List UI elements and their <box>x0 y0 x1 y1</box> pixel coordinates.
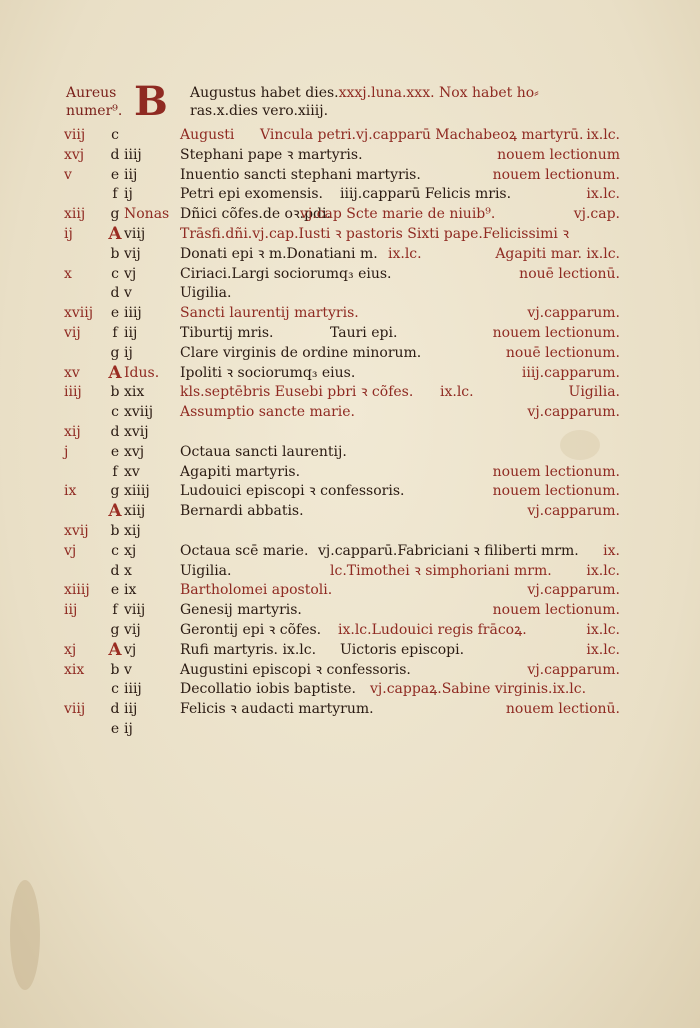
feast-text: Gerontij epi ꝛ cõfes. <box>180 622 322 638</box>
lessons-note: iiij.capparum. <box>521 364 620 381</box>
lessons-note: nouē lectionū. <box>519 265 620 282</box>
feast-text-secondary: Vincula petri.vj.capparū Machabeoꝝ martyrū. <box>260 127 584 143</box>
feast-text: Rufi martyris. ix.lc. <box>180 641 317 658</box>
golden-number: vj <box>64 542 77 559</box>
feast-text: Petri epi exomensis. <box>180 186 323 203</box>
heading-aureus: Aureus <box>66 85 117 101</box>
feast-text: Trāsfi.dñi.vj.cap.Iusti ꝛ pastoris Sixti pape.Felicissimi ꝛ <box>180 226 569 242</box>
roman-day: ij <box>124 344 133 361</box>
lessons-note: vj.capparum. <box>527 582 620 599</box>
feast-text-secondary: iiij.capparū Felicis mris. <box>340 186 512 203</box>
feast-text-secondary: lc.Timothei ꝛ simphoriani mrm. <box>330 562 552 579</box>
roman-day: xiij <box>124 503 146 520</box>
calendar-row <box>0 442 700 462</box>
dominical-letter: b <box>110 661 120 678</box>
dominical-letter: c <box>111 681 119 698</box>
roman-day: xj <box>124 542 137 559</box>
dominical-letter: e <box>110 443 120 460</box>
calendar-row <box>0 541 700 561</box>
golden-number: vij <box>64 325 81 341</box>
calendar-row <box>0 580 700 600</box>
roman-day: iij <box>124 325 138 341</box>
roman-day: iij <box>124 701 138 718</box>
roman-day: xvj <box>124 443 145 460</box>
calendar-row <box>0 679 700 699</box>
feast-text: Genesij martyris. <box>180 602 302 619</box>
calendar-row <box>0 481 700 501</box>
roman-day: vij <box>124 622 141 638</box>
lessons-note: ix.lc. <box>586 127 620 143</box>
dominical-letter: d <box>110 701 120 718</box>
golden-number: v <box>64 166 72 183</box>
lessons-note: ix. <box>603 542 620 559</box>
heading-numerus: numer⁹. <box>66 103 123 119</box>
dominical-letter: A <box>108 639 122 660</box>
roman-day: ij <box>124 186 133 203</box>
golden-number: xvij <box>64 523 89 539</box>
golden-number: xj <box>64 641 77 658</box>
calendar-row <box>0 184 700 204</box>
golden-number: xviij <box>64 305 94 322</box>
golden-number: iij <box>64 602 78 619</box>
feast-text: kls.septēbris Eusebi pbri ꝛ cõfes. <box>180 384 414 401</box>
feast-text: Octaua sancti laurentij. <box>180 443 347 460</box>
month-header <box>66 78 626 125</box>
lessons-note: nouem lectionum. <box>492 483 620 500</box>
golden-number: ix <box>64 483 77 500</box>
dominical-letter: d <box>110 424 120 440</box>
feast-text: Inuentio sancti stephani martyris. <box>180 166 421 183</box>
lessons-note: nouem lectionum <box>497 146 620 163</box>
lessons-note: nouem lectionum. <box>492 166 620 183</box>
calendar-row <box>0 521 700 541</box>
roman-day: Idus. <box>124 364 160 381</box>
calendar-row <box>0 402 700 422</box>
dominical-letter: e <box>110 721 120 737</box>
roman-day: iiij <box>124 305 142 322</box>
calendar-row <box>0 382 700 402</box>
roman-day: v <box>124 661 132 678</box>
calendar-row <box>0 323 700 343</box>
feast-text: Bernardi abbatis. <box>180 503 304 520</box>
dominical-letter: b <box>110 245 120 262</box>
dominical-letter: g <box>110 622 120 638</box>
lessons-note: nouem lectionum. <box>492 463 620 480</box>
feast-text: Dñici cõfes.de oꝛ.pdi. <box>180 206 331 223</box>
calendar-row <box>0 204 700 224</box>
feast-text: Assumptio sancte marie. <box>180 404 355 421</box>
golden-number: iiij <box>64 384 82 401</box>
lessons-note: nouem lectionū. <box>505 701 620 718</box>
golden-number: x <box>64 265 72 282</box>
lessons-note: ix.lc. <box>586 186 620 203</box>
feast-text: Uigilia. <box>180 562 232 579</box>
feast-text: Decollatio iobis baptiste. <box>180 681 356 698</box>
dominical-letter: d <box>110 146 120 163</box>
calendar-row <box>0 125 700 145</box>
feast-text: Clare virginis de ordine minorum. <box>180 344 422 361</box>
month-line-1b: xxxj.luna.xxx. <box>338 85 435 101</box>
feast-text: Uigilia. <box>180 285 232 302</box>
roman-day: ix <box>124 582 137 599</box>
roman-day: viij <box>124 226 146 242</box>
calendar-row <box>0 719 700 739</box>
lessons-note: nouem lectionum. <box>492 325 620 341</box>
roman-day: x <box>124 562 132 579</box>
calendar-row <box>0 303 700 323</box>
calendar-row <box>0 244 700 264</box>
dominical-letter: f <box>112 186 118 203</box>
dominical-letter: A <box>108 362 122 383</box>
calendar-row <box>0 600 700 620</box>
feast-text: Octaua scē marie. <box>180 542 309 559</box>
dominical-letter: g <box>110 206 120 223</box>
roman-day: xv <box>124 463 140 480</box>
dominical-letter: d <box>110 562 120 579</box>
golden-number: viij <box>64 701 86 718</box>
feast-text: Ludouici episcopi ꝛ confessoris. <box>180 483 405 500</box>
feast-text-secondary: vj.cappaꝝ.Sabine virginis.ix.lc. <box>370 681 587 698</box>
feast-text-secondary: Tauri epi. <box>330 325 398 341</box>
golden-number: xv <box>64 364 80 381</box>
calendar-row <box>0 165 700 185</box>
month-description <box>190 84 630 120</box>
feast-text: Ciriaci.Largi sociorumq₃ eius. <box>180 265 392 282</box>
calendar-row <box>0 422 700 442</box>
roman-day: xix <box>124 384 145 401</box>
month-line-1c: Nox habet ho⸗ <box>439 85 539 101</box>
roman-day: viij <box>124 602 146 619</box>
month-line-2: ras.x.dies vero.xiiij. <box>190 103 329 119</box>
roman-day: xviij <box>124 404 154 421</box>
dominical-letter: e <box>110 305 120 322</box>
initial-letter: B <box>134 78 168 125</box>
roman-day: xij <box>124 523 141 539</box>
lessons-note: nouem lectionum. <box>492 602 620 619</box>
lessons-note: Uigilia. <box>568 384 620 401</box>
dominical-letter: f <box>112 325 118 341</box>
feast-text-secondary: ix.lc. <box>388 245 422 262</box>
roman-day: iij <box>124 166 138 183</box>
calendar-row <box>0 699 700 719</box>
golden-number: xiiij <box>64 582 90 599</box>
feast-text: Bartholomei apostoli. <box>180 582 333 599</box>
golden-number: j <box>64 443 69 460</box>
dominical-letter: c <box>111 404 119 421</box>
feast-text-secondary: Uictoris episcopi. <box>340 641 465 658</box>
month-line-1 <box>190 84 630 102</box>
lessons-note: vj.capparum. <box>527 305 620 322</box>
feast-text: Tiburtij mris. <box>180 325 274 341</box>
dominical-letter: d <box>110 285 120 302</box>
dominical-letter: g <box>110 483 120 500</box>
roman-day: iiij <box>124 681 142 698</box>
lessons-note: vj.capparum. <box>527 404 620 421</box>
golden-number: xij <box>64 424 81 440</box>
dominical-letter: f <box>112 463 118 480</box>
calendar-row <box>0 462 700 482</box>
golden-number: xix <box>64 661 85 678</box>
dominical-letter: A <box>108 224 122 244</box>
calendar-row <box>0 343 700 363</box>
calendar-row <box>0 501 700 521</box>
feast-text: Augustini episcopi ꝛ confessoris. <box>180 661 411 678</box>
lessons-note: vj.capparum. <box>527 503 620 520</box>
feast-text-secondary: ix.lc. <box>440 384 474 401</box>
dominical-letter: e <box>110 582 120 599</box>
calendar-row <box>0 363 700 383</box>
dominical-letter: b <box>110 384 120 401</box>
calendar-row <box>0 145 700 165</box>
calendar-row <box>0 640 700 660</box>
feast-text-secondary: ix.lc.Ludouici regis frācoꝝ. <box>338 622 527 638</box>
lessons-note: ix.lc. <box>586 562 620 579</box>
dominical-letter: c <box>111 542 119 559</box>
roman-day: vj <box>124 265 137 282</box>
lessons-note: Agapiti mar. ix.lc. <box>495 245 620 262</box>
golden-number-heading <box>66 84 122 120</box>
lessons-note: vj.cap. <box>573 206 620 223</box>
golden-number: xiij <box>64 206 86 223</box>
lessons-note: nouē lectionum. <box>505 344 620 361</box>
dominical-letter: c <box>111 265 119 282</box>
paper-stain <box>10 880 40 990</box>
feast-text: Sancti laurentij martyris. <box>180 305 359 322</box>
dominical-letter: f <box>112 602 118 619</box>
roman-day: ij <box>124 721 133 737</box>
calendar-row <box>0 620 700 640</box>
feast-text: Stephani pape ꝛ martyris. <box>180 146 363 163</box>
golden-number: ij <box>64 226 73 242</box>
dominical-letter: e <box>110 166 120 183</box>
golden-number: viij <box>64 127 86 143</box>
calendar-row <box>0 561 700 581</box>
dominical-letter: b <box>110 523 120 539</box>
roman-day: iiij <box>124 146 142 163</box>
calendar-row <box>0 283 700 303</box>
roman-day: Nonas <box>124 206 170 223</box>
feast-text: Augusti <box>180 127 235 143</box>
roman-day: xvij <box>124 424 149 440</box>
feast-text-secondary: vj.cap Scte marie de niuib⁹. <box>300 206 496 223</box>
feast-text: Felicis ꝛ audacti martyrum. <box>180 701 374 718</box>
lessons-note: ix.lc. <box>586 622 620 638</box>
feast-text: Ipoliti ꝛ sociorumq₃ eius. <box>180 364 356 381</box>
roman-day: vj <box>124 641 137 658</box>
lessons-note: ix.lc. <box>586 641 620 658</box>
golden-number: xvj <box>64 146 85 163</box>
month-line-1a: Augustus habet dies. <box>190 85 339 101</box>
dominical-letter: g <box>110 344 120 361</box>
feast-text-secondary: vj.capparū.Fabriciani ꝛ filiberti mrm. <box>318 542 579 559</box>
feast-text: Agapiti martyris. <box>180 463 301 480</box>
feast-text: Donati epi ꝛ m.Donatiani m. <box>180 245 378 262</box>
dominical-letter: A <box>108 501 122 522</box>
calendar-row <box>0 224 700 244</box>
lessons-note: vj.capparum. <box>527 661 620 678</box>
roman-day: xiiij <box>124 483 150 500</box>
dominical-letter: c <box>111 127 119 143</box>
roman-day: v <box>124 285 132 302</box>
calendar-row <box>0 660 700 680</box>
roman-day: vij <box>124 245 141 262</box>
calendar-row <box>0 264 700 284</box>
